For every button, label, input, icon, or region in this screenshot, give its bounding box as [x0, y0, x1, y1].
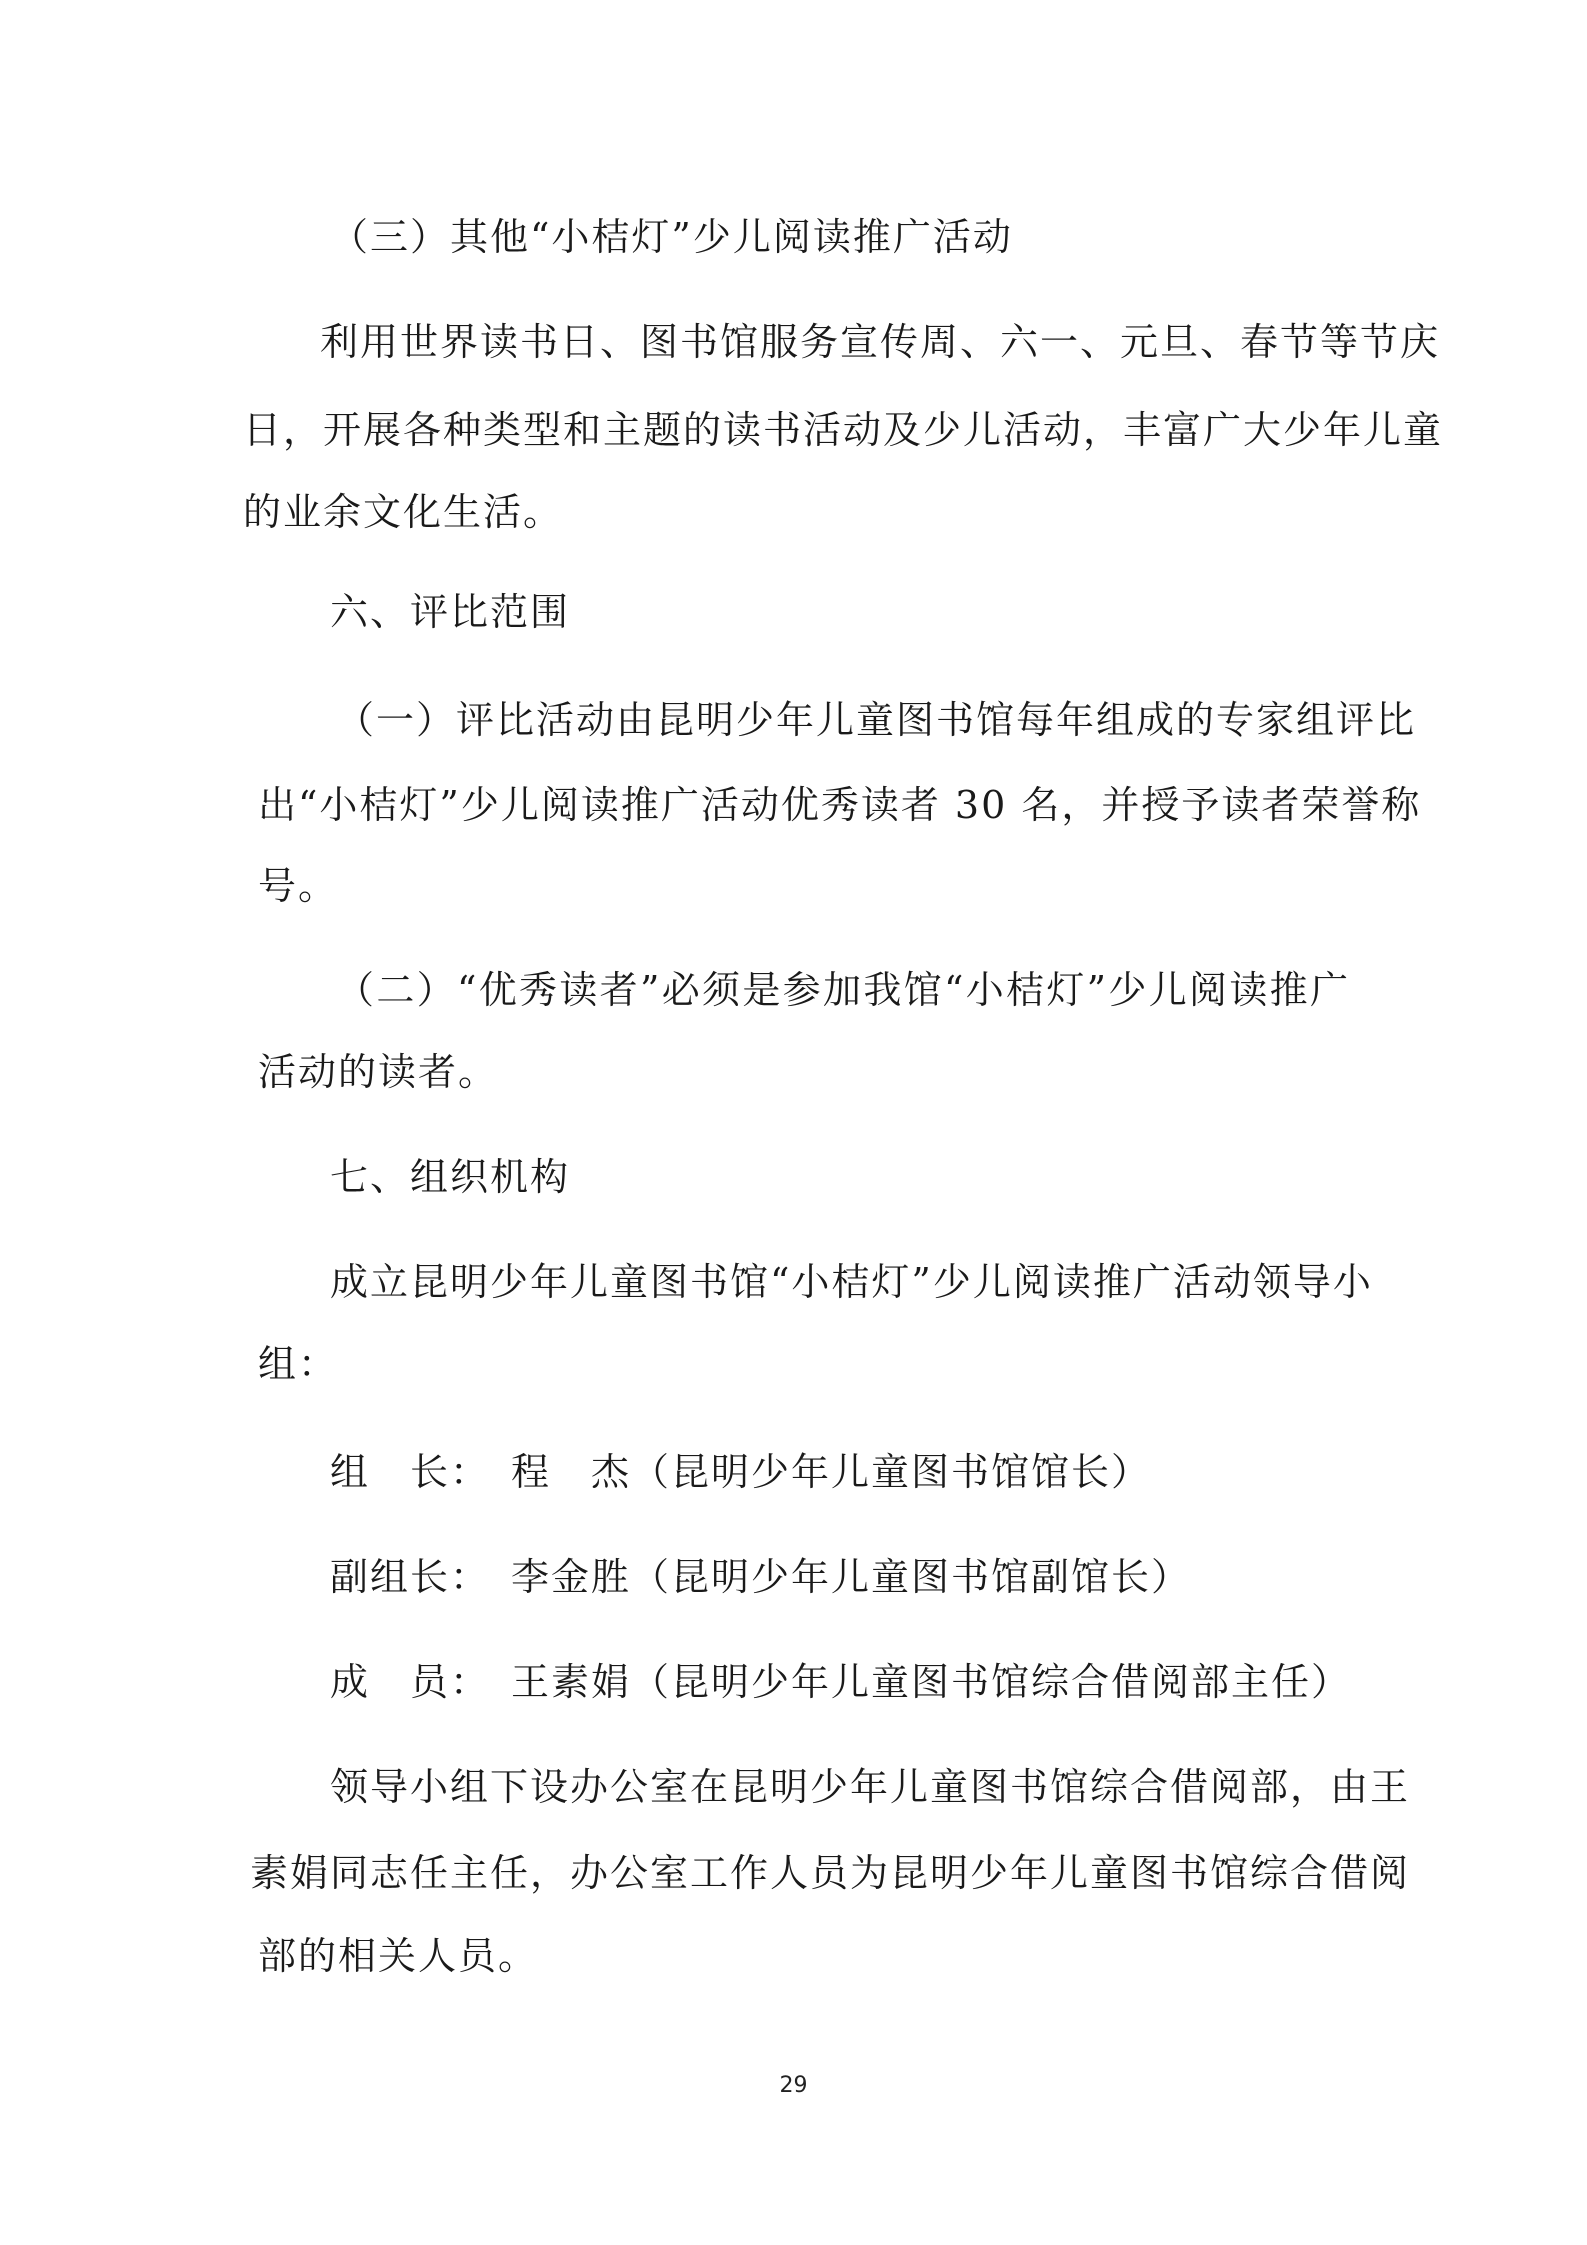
- paragraph-line: 利用世界读书日、图书馆服务宣传周、六一、元旦、春节等节庆: [320, 320, 1441, 364]
- member-line-leader: 组 长： 程 杰（昆明少年儿童图书馆馆长）: [330, 1450, 1152, 1494]
- subsection-heading-other-activities: （三）其他“小桔灯”少儿阅读推广活动: [330, 215, 1013, 259]
- paragraph-line: 日，开展各种类型和主题的读书活动及少儿活动，丰富广大少年儿童: [243, 408, 1444, 452]
- member-line-member: 成 员： 王素娟（昆明少年儿童图书馆综合借阅部主任）: [330, 1660, 1352, 1704]
- paragraph-line: 号。: [258, 864, 339, 908]
- paragraph-line: 的业余文化生活。: [243, 490, 564, 534]
- section-heading-evaluation-scope: 六、评比范围: [330, 590, 571, 634]
- paragraph-line: 素娟同志任主任，办公室工作人员为昆明少年儿童图书馆综合借阅: [250, 1851, 1411, 1895]
- member-line-deputy-leader: 副组长： 李金胜（昆明少年儿童图书馆副馆长）: [330, 1555, 1192, 1599]
- paragraph-line: 活动的读者。: [258, 1050, 499, 1094]
- paragraph-line: 部的相关人员。: [258, 1934, 539, 1978]
- paragraph-line: （一）评比活动由昆明少年儿童图书馆每年组成的专家组评比: [336, 698, 1417, 742]
- paragraph-line: 成立昆明少年儿童图书馆“小桔灯”少儿阅读推广活动领导小: [330, 1260, 1373, 1304]
- paragraph-line: 出“小桔灯”少儿阅读推广活动优秀读者 30 名，并授予读者荣誉称: [258, 783, 1422, 827]
- paragraph-line: （二）“优秀读者”必须是参加我馆“小桔灯”少儿阅读推广: [336, 968, 1350, 1012]
- paragraph-line: 组：: [258, 1342, 339, 1386]
- paragraph-line: 领导小组下设办公室在昆明少年儿童图书馆综合借阅部，由王: [330, 1765, 1411, 1809]
- section-heading-organization: 七、组织机构: [330, 1155, 571, 1199]
- page-number: 29: [779, 2073, 808, 2098]
